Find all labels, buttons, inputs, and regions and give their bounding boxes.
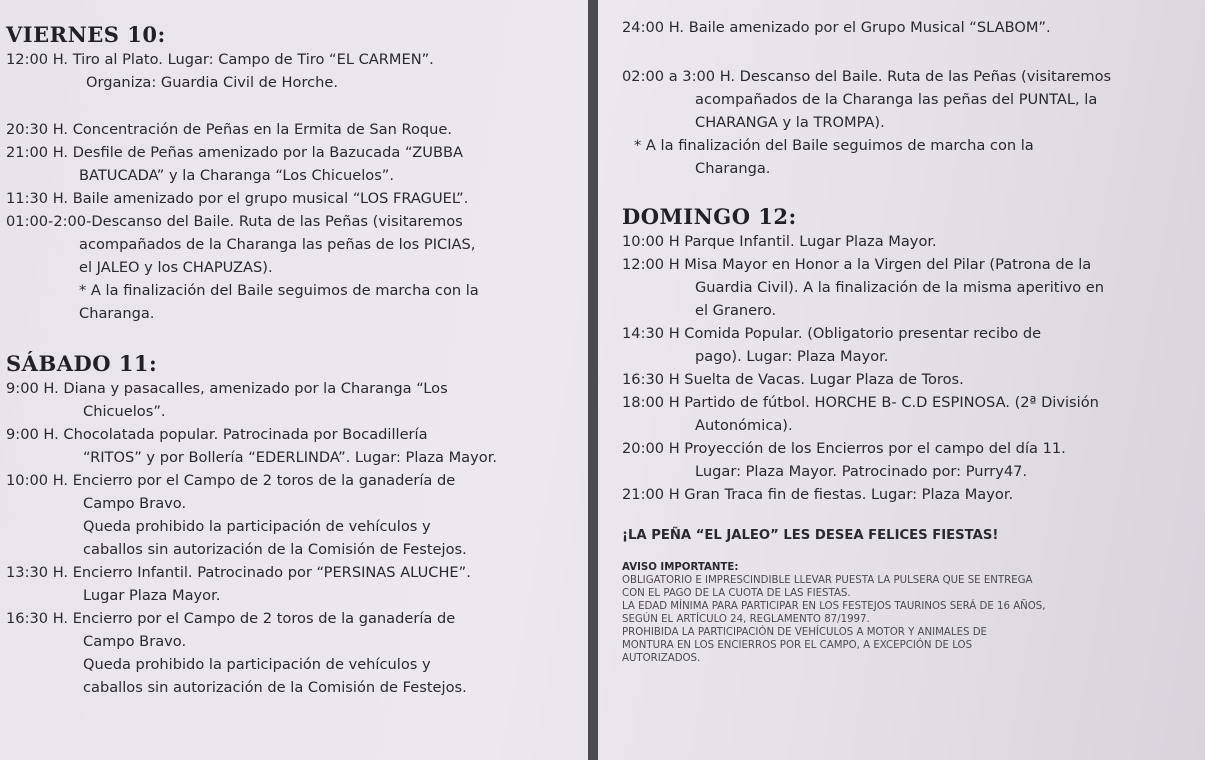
- left-column: [6, 0, 576, 699]
- event-diana: 9:00 H. Diana y pasacalles, amenizado por la Charanga “Los: [6, 380, 448, 397]
- event-continuation: Lugar: Plaza Mayor. Patrocinado por: Purry47.: [695, 463, 1028, 480]
- sabado-heading: SÁBADO 11:: [6, 351, 158, 376]
- event-continuation: Charanga.: [79, 305, 155, 322]
- event-continuation: CHARANGA y la TROMPA).: [695, 114, 885, 131]
- event-continuation: acompañados de la Charanga las peñas del PUNTAL, la: [695, 91, 1098, 108]
- event-continuation: Campo Bravo.: [83, 633, 187, 650]
- event-encierro-infantil: 13:30 H. Encierro Infantil. Patrocinado por “PERSINAS ALUCHE”.: [6, 564, 471, 581]
- event-baile-slabom: 24:00 H. Baile amenizado por el Grupo Musical “SLABOM”.: [622, 19, 1051, 36]
- event-continuation: el Granero.: [695, 302, 777, 319]
- event-continuation: caballos sin autorización de la Comisión de Festejos.: [83, 541, 467, 558]
- column-divider: [588, 0, 598, 760]
- event-note: * A la finalización del Baile seguimos de marcha con la: [79, 282, 479, 299]
- event-chocolatada: 9:00 H. Chocolatada popular. Patrocinada por Bocadillería: [6, 426, 428, 443]
- event-continuation: Queda prohibido la participación de vehículos y: [83, 656, 431, 673]
- event-misa: 12:00 H Misa Mayor en Honor a la Virgen del Pilar (Patrona de la: [622, 256, 1092, 273]
- event-suelta-vacas: 16:30 H Suelta de Vacas. Lugar Plaza de Toros.: [622, 371, 964, 388]
- aviso-line: PROHIBIDA LA PARTICIPACIÓN DE VEHÍCULOS A MOTOR Y ANIMALES DE: [622, 627, 987, 638]
- aviso-line: SEGÚN EL ARTÍCULO 24, REGLAMENTO 87/1997.: [622, 614, 870, 625]
- event-desfile: 21:00 H. Desfile de Peñas amenizado por la Bazucada “ZUBBA: [6, 144, 463, 161]
- greeting: ¡LA PEÑA “EL JALEO” LES DESEA FELICES FIESTAS!: [622, 528, 999, 543]
- event-note: * A la finalización del Baile seguimos de marcha con la: [634, 137, 1034, 154]
- event-continuation: caballos sin autorización de la Comisión de Festejos.: [83, 679, 467, 696]
- event-time: 12:00 H.: [6, 51, 69, 68]
- aviso-line: AUTORIZADOS.: [622, 653, 701, 664]
- event-parque-infantil: 10:00 H Parque Infantil. Lugar Plaza Mayor.: [622, 233, 937, 250]
- event-concentracion: 20:30 H. Concentración de Peñas en la Ermita de San Roque.: [6, 121, 453, 138]
- event-continuation: Guardia Civil). A la finalización de la misma aperitivo en: [695, 279, 1104, 296]
- aviso-line: CON EL PAGO DE LA CUOTA DE LAS FIESTAS.: [622, 588, 851, 599]
- event-continuation: Queda prohibido la participación de vehículos y: [83, 518, 431, 535]
- event-baile: 11:30 H. Baile amenizado por el grupo musical “LOS FRAGUEL”.: [6, 190, 469, 207]
- event-continuation: acompañados de la Charanga las peñas de los PICIAS,: [79, 236, 476, 253]
- aviso-line: OBLIGATORIO E IMPRESCINDIBLE LLEVAR PUESTA LA PULSERA QUE SE ENTREGA: [622, 575, 1033, 586]
- event-descanso: 01:00-2:00-Descanso del Baile. Ruta de las Peñas (visitaremos: [6, 213, 463, 230]
- event-encierro-1: 10:00 H. Encierro por el Campo de 2 toros de la ganadería de: [6, 472, 456, 489]
- event-tiro-plato: [6, 48, 576, 71]
- event-continuation: el JALEO y los CHAPUZAS).: [79, 259, 273, 276]
- event-comida: 14:30 H Comida Popular. (Obligatorio presentar recibo de: [622, 325, 1042, 342]
- viernes-heading: VIERNES 10:: [6, 22, 166, 47]
- event-text: Tiro al Plato. Lugar: Campo de Tiro “EL CARMEN”.: [68, 51, 434, 68]
- event-descanso-domingo: 02:00 a 3:00 H. Descanso del Baile. Ruta de las Peñas (visitaremos: [622, 68, 1112, 85]
- event-encierro-2: 16:30 H. Encierro por el Campo de 2 toros de la ganadería de: [6, 610, 456, 627]
- event-traca: 21:00 H Gran Traca fin de fiestas. Lugar: Plaza Mayor.: [622, 486, 1014, 503]
- event-continuation: Autonómica).: [695, 417, 793, 434]
- event-continuation: Campo Bravo.: [83, 495, 187, 512]
- aviso-heading: AVISO IMPORTANTE:: [622, 562, 739, 573]
- event-continuation: Lugar Plaza Mayor.: [83, 587, 221, 604]
- event-continuation: Chicuelos”.: [83, 403, 166, 420]
- right-column: [622, 0, 1197, 665]
- event-continuation: Organiza: Guardia Civil de Horche.: [86, 74, 339, 91]
- event-proyeccion: 20:00 H Proyección de los Encierros por el campo del día 11.: [622, 440, 1066, 457]
- aviso-line: MONTURA EN LOS ENCIERROS POR EL CAMPO, A EXCEPCIÓN DE LOS: [622, 640, 973, 651]
- aviso-line: LA EDAD MÍNIMA PARA PARTICIPAR EN LOS FESTEJOS TAURINOS SERÁ DE 16 AÑOS,: [622, 601, 1046, 612]
- event-continuation: Charanga.: [695, 160, 771, 177]
- event-partido: 18:00 H Partido de fútbol. HORCHE B- C.D ESPINOSA. (2ª División: [622, 394, 1099, 411]
- event-continuation: BATUCADA” y la Charanga “Los Chicuelos”.: [79, 167, 395, 184]
- event-continuation: pago). Lugar: Plaza Mayor.: [695, 348, 889, 365]
- event-continuation: “RITOS” y por Bollería “EDERLINDA”. Lugar: Plaza Mayor.: [83, 449, 497, 466]
- domingo-heading: DOMINGO 12:: [622, 204, 797, 229]
